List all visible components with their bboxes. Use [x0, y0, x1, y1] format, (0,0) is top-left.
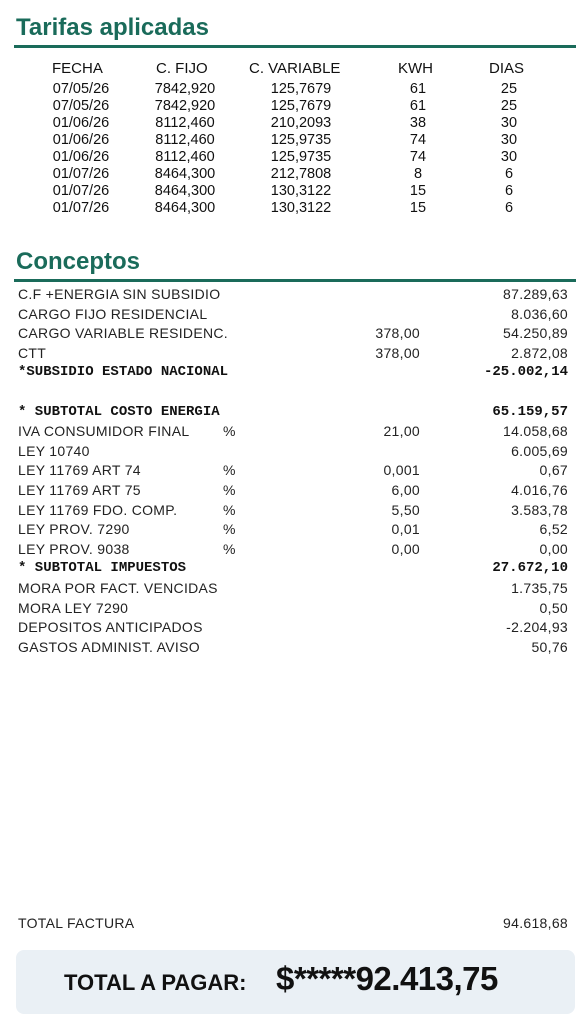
concepto-amount: 27.672,10 — [492, 560, 568, 577]
tarifa-cell: 8464,300 — [154, 166, 216, 182]
concepto-percent-sign: % — [223, 521, 236, 538]
header-c-variable: C. VARIABLE — [249, 60, 341, 77]
concepto-label: DEPOSITOS ANTICIPADOS — [18, 619, 203, 636]
concepto-amount: 54.250,89 — [503, 325, 568, 342]
concepto-amount: 6.005,69 — [511, 442, 568, 459]
header-c-fijo: C. FIJO — [156, 60, 208, 77]
concepto-amount: 50,76 — [531, 638, 568, 655]
tarifa-cell: 61 — [409, 81, 427, 97]
concepto-amount: -25.002,14 — [483, 364, 568, 381]
concepto-percent-sign: % — [223, 482, 236, 498]
concepto-amount: 65.159,57 — [492, 403, 568, 420]
concepto-amount: 2.872,08 — [511, 344, 568, 361]
conceptos-title: Conceptos — [16, 248, 141, 275]
header-fecha: FECHA — [52, 60, 103, 77]
concepto-rate: 378,00 — [375, 325, 420, 342]
concepto-amount: 0,00 — [539, 540, 568, 557]
total-a-pagar-amount: $*****92.413,75 — [276, 960, 498, 997]
concepto-rate: 0,00 — [391, 540, 420, 557]
concepto-label: *SUBSIDIO ESTADO NACIONAL — [18, 364, 229, 381]
tarifa-cell: 130,3122 — [270, 183, 332, 199]
tarifa-cell: 125,9735 — [270, 132, 332, 148]
tarifa-cell: 8 — [413, 166, 423, 182]
header-kwh: KWH — [398, 60, 433, 77]
tarifa-cell: 01/07/26 — [52, 200, 110, 216]
tarifa-cell: 07/05/26 — [52, 81, 110, 97]
concepto-rate: 21,00 — [383, 423, 420, 440]
concepto-label: CARGO VARIABLE RESIDENC. — [18, 325, 228, 342]
tarifa-cell: 8464,300 — [154, 183, 216, 199]
tarifa-cell: 30 — [500, 115, 518, 131]
tarifa-cell: 8112,460 — [155, 132, 215, 148]
concepto-rate: 5,50 — [391, 501, 420, 518]
tarifa-cell: 7842,920 — [154, 81, 216, 97]
tarifa-cell: 15 — [409, 183, 427, 199]
concepto-label: IVA CONSUMIDOR FINAL — [18, 423, 190, 440]
tarifas-title: Tarifas aplicadas — [16, 14, 209, 41]
tarifa-cell: 8112,460 — [155, 149, 215, 165]
concepto-rate: 6,00 — [391, 482, 420, 498]
tarifa-cell: 74 — [409, 132, 427, 148]
tarifa-cell: 25 — [500, 81, 518, 97]
concepto-amount: 3.583,78 — [511, 501, 568, 518]
conceptos-divider — [14, 279, 576, 282]
tarifa-cell: 38 — [409, 115, 427, 131]
concepto-label: * SUBTOTAL COSTO ENERGIA — [18, 403, 220, 420]
concepto-label: CARGO FIJO RESIDENCIAL — [18, 305, 208, 322]
tarifa-cell: 01/06/26 — [52, 149, 110, 165]
tarifa-cell: 8464,300 — [154, 200, 216, 216]
tarifa-cell: 01/07/26 — [52, 183, 110, 199]
tarifa-cell: 74 — [409, 149, 427, 165]
tarifas-divider — [14, 45, 576, 48]
tarifa-cell: 6 — [504, 183, 514, 199]
tarifa-cell: 61 — [409, 98, 427, 114]
tarifa-cell: 8112,460 — [155, 115, 215, 131]
tarifa-cell: 6 — [504, 200, 514, 216]
concepto-percent-sign: % — [223, 462, 236, 479]
tarifa-cell: 25 — [500, 98, 518, 114]
concepto-label: LEY PROV. 7290 — [18, 521, 130, 538]
tarifa-cell: 01/06/26 — [52, 115, 110, 131]
tarifa-cell: 30 — [500, 149, 518, 165]
tarifa-cell: 125,9735 — [270, 149, 332, 165]
concepto-rate: 378,00 — [375, 344, 420, 361]
concepto-amount: 1.735,75 — [511, 580, 568, 596]
concepto-rate: 0,01 — [391, 521, 420, 538]
tarifa-cell: 07/05/26 — [52, 98, 110, 114]
concepto-label: GASTOS ADMINIST. AVISO — [18, 638, 200, 655]
tarifa-cell: 210,2093 — [270, 115, 332, 131]
concepto-amount: 8.036,60 — [511, 305, 568, 322]
tarifa-cell: 125,7679 — [270, 98, 332, 114]
tarifa-cell: 130,3122 — [270, 200, 332, 216]
header-dias: DIAS — [489, 60, 525, 77]
concepto-amount: 4.016,76 — [511, 482, 568, 498]
concepto-amount: 0,67 — [539, 462, 568, 479]
concepto-percent-sign: % — [223, 423, 236, 440]
concepto-amount: 14.058,68 — [503, 423, 568, 440]
total-factura-amount: 94.618,68 — [503, 915, 568, 931]
concepto-label: LEY 10740 — [18, 442, 90, 459]
concepto-label: C.F +ENERGIA SIN SUBSIDIO — [18, 286, 221, 302]
concepto-amount: -2.204,93 — [506, 619, 568, 636]
total-a-pagar-label: TOTAL A PAGAR: — [64, 970, 247, 995]
concepto-amount: 6,52 — [539, 521, 568, 538]
tarifa-cell: 01/06/26 — [52, 132, 110, 148]
concepto-label: MORA POR FACT. VENCIDAS — [18, 580, 218, 596]
tarifa-cell: 30 — [500, 132, 518, 148]
concepto-label: MORA LEY 7290 — [18, 599, 129, 616]
concepto-label: LEY 11769 FDO. COMP. — [18, 501, 178, 518]
concepto-label: LEY 11769 ART 75 — [18, 482, 141, 498]
tarifa-cell: 125,7679 — [270, 81, 332, 97]
concepto-label: CTT — [18, 344, 47, 361]
concepto-label: LEY PROV. 9038 — [18, 540, 130, 557]
total-factura-label: TOTAL FACTURA — [18, 915, 135, 931]
concepto-percent-sign: % — [223, 501, 236, 518]
tarifa-cell: 212,7808 — [270, 166, 332, 182]
tarifa-cell: 6 — [504, 166, 514, 182]
concepto-label: LEY 11769 ART 74 — [18, 462, 141, 479]
concepto-percent-sign: % — [223, 540, 236, 557]
concepto-rate: 0,001 — [383, 462, 420, 479]
tarifa-cell: 7842,920 — [154, 98, 216, 114]
concepto-label: * SUBTOTAL IMPUESTOS — [18, 560, 187, 577]
tarifa-cell: 15 — [409, 200, 427, 216]
concepto-amount: 87.289,63 — [503, 286, 568, 302]
tarifa-cell: 01/07/26 — [52, 166, 110, 182]
concepto-amount: 0,50 — [539, 599, 568, 616]
